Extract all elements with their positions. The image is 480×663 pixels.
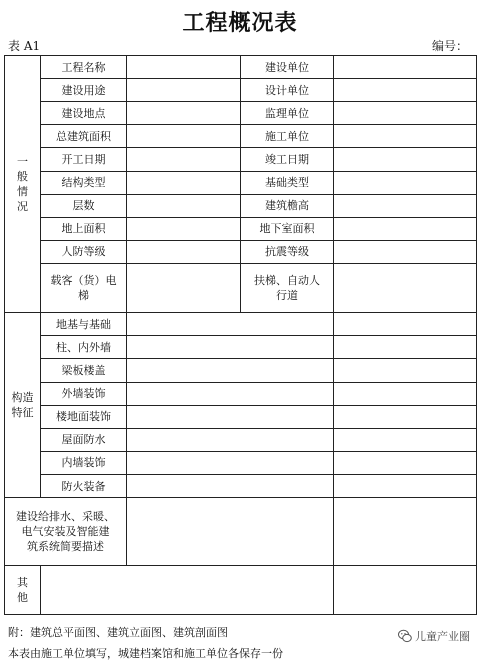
- value-exterior-decoration-extra[interactable]: [334, 382, 477, 405]
- label-columns-walls: 柱、内外墙: [41, 336, 127, 359]
- systems-description-label: 建设给排水、采暖、 电气安装及智能建 筑系统简要描述: [5, 498, 127, 566]
- value-other[interactable]: [41, 566, 334, 615]
- label-total-area: 总建筑面积: [41, 125, 127, 148]
- label-usage: 建设用途: [41, 79, 127, 102]
- value-eave-height[interactable]: [334, 194, 477, 217]
- structure-section-label: 构造 特征: [5, 313, 41, 498]
- value-project-name[interactable]: [127, 56, 241, 79]
- label-contractor: 施工单位: [241, 125, 334, 148]
- number-label: 编号：: [431, 39, 468, 53]
- label-civil-defense: 人防等级: [41, 240, 127, 263]
- value-seismic-grade[interactable]: [334, 240, 477, 263]
- value-interior-decoration[interactable]: [127, 451, 334, 474]
- label-project-name: 工程名称: [41, 56, 127, 79]
- label-elevator: 载客（货）电 梯: [41, 263, 127, 312]
- label-foundation-type: 基础类型: [241, 171, 334, 194]
- value-systems-description[interactable]: [127, 498, 334, 566]
- value-supervisor[interactable]: [334, 102, 477, 125]
- value-floor-decoration-extra[interactable]: [334, 405, 477, 428]
- wechat-icon: [398, 629, 412, 643]
- value-foundation-extra[interactable]: [334, 313, 477, 336]
- value-floors[interactable]: [127, 194, 241, 217]
- label-roof-waterproofing: 屋面防水: [41, 428, 127, 451]
- value-structure-type[interactable]: [127, 171, 241, 194]
- value-civil-defense[interactable]: [127, 240, 241, 263]
- table-id: 表 A1: [8, 39, 41, 53]
- value-escalator[interactable]: [334, 263, 477, 312]
- value-columns-walls-extra[interactable]: [334, 336, 477, 359]
- label-completion-date: 竣工日期: [241, 148, 334, 171]
- value-floor-slab[interactable]: [127, 359, 334, 382]
- label-start-date: 开工日期: [41, 148, 127, 171]
- label-structure-type: 结构类型: [41, 171, 127, 194]
- value-floor-decoration[interactable]: [127, 405, 334, 428]
- value-completion-date[interactable]: [334, 148, 477, 171]
- other-label: 其 他: [5, 566, 41, 615]
- value-contractor[interactable]: [334, 125, 477, 148]
- label-exterior-decoration: 外墙装饰: [41, 382, 127, 405]
- label-interior-decoration: 内墙装饰: [41, 451, 127, 474]
- value-columns-walls[interactable]: [127, 336, 334, 359]
- value-roof-waterproofing[interactable]: [127, 428, 334, 451]
- value-usage[interactable]: [127, 79, 241, 102]
- value-basement-area[interactable]: [334, 217, 477, 240]
- value-developer[interactable]: [334, 56, 477, 79]
- label-basement-area: 地下室面积: [241, 217, 334, 240]
- value-systems-description-extra[interactable]: [334, 498, 477, 566]
- value-exterior-decoration[interactable]: [127, 382, 334, 405]
- label-floor-slab: 梁板楼盖: [41, 359, 127, 382]
- label-above-ground-area: 地上面积: [41, 217, 127, 240]
- value-floor-slab-extra[interactable]: [334, 359, 477, 382]
- value-above-ground-area[interactable]: [127, 217, 241, 240]
- value-other-extra[interactable]: [334, 566, 477, 615]
- value-roof-waterproofing-extra[interactable]: [334, 428, 477, 451]
- project-overview-table: [4, 55, 477, 615]
- label-eave-height: 建筑檐高: [241, 194, 334, 217]
- label-floors: 层数: [41, 194, 127, 217]
- label-developer: 建设单位: [241, 56, 334, 79]
- label-supervisor: 监理单位: [241, 102, 334, 125]
- value-interior-decoration-extra[interactable]: [334, 451, 477, 474]
- label-floor-decoration: 楼地面装饰: [41, 405, 127, 428]
- value-fire-equipment[interactable]: [127, 475, 334, 498]
- form-title: 工程概况表: [182, 10, 298, 36]
- value-location[interactable]: [127, 102, 241, 125]
- value-fire-equipment-extra[interactable]: [334, 475, 477, 498]
- watermark: [398, 628, 470, 644]
- value-elevator[interactable]: [127, 263, 241, 312]
- filing-note: 本表由施工单位填写，城建档案馆和施工单位各保存一份: [8, 647, 283, 660]
- value-foundation-type[interactable]: [334, 171, 477, 194]
- attachment-note: 附：建筑总平面图、建筑立面图、建筑剖面图: [8, 626, 228, 639]
- label-location: 建设地点: [41, 102, 127, 125]
- label-designer: 设计单位: [241, 79, 334, 102]
- value-total-area[interactable]: [127, 125, 241, 148]
- watermark-text: 儿童产业圈: [415, 630, 470, 643]
- label-seismic-grade: 抗震等级: [241, 240, 334, 263]
- value-designer[interactable]: [334, 79, 477, 102]
- label-escalator: 扶梯、自动人 行道: [241, 263, 334, 312]
- value-foundation[interactable]: [127, 313, 334, 336]
- value-start-date[interactable]: [127, 148, 241, 171]
- label-foundation: 地基与基础: [41, 313, 127, 336]
- general-section-label: 一 般 情 况: [5, 56, 41, 313]
- label-fire-equipment: 防火装备: [41, 475, 127, 498]
